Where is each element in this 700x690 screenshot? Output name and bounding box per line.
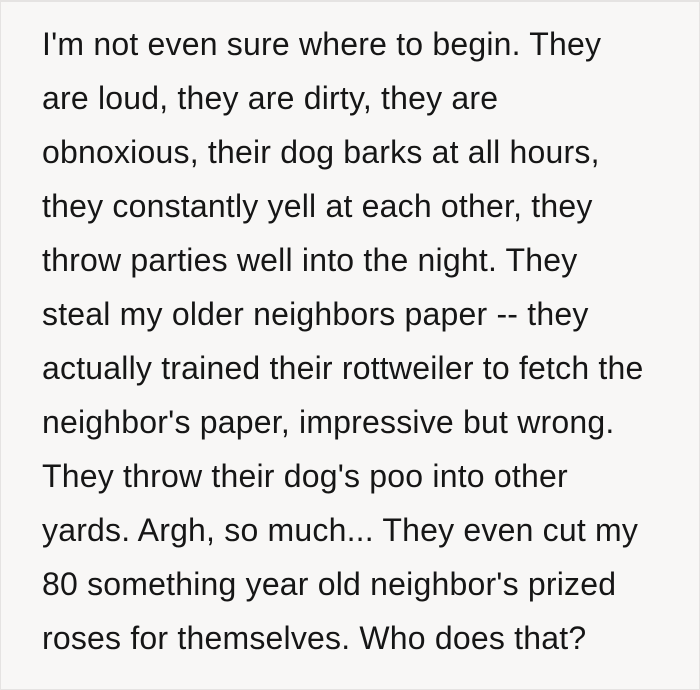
quote-line: yards. Argh, so much... They even cut my [42,512,639,548]
quote-line: They throw their dog's poo into other [42,458,568,494]
quote-line: actually trained their rottweiler to fetch the [42,350,644,386]
quote-line: 80 something year old neighbor's prized [42,566,617,602]
quote-line: steal my older neighbors paper -- they [42,296,589,332]
quote-line: are loud, they are dirty, they are [42,80,499,116]
quote-line: I'm not even sure where to begin. They [42,26,602,62]
quote-line: obnoxious, their dog barks at all hours, [42,134,600,170]
quote-line: roses for themselves. Who does that? [42,620,587,656]
quote-line: neighbor's paper, impressive but wrong. [42,404,615,440]
quote-line: throw parties well into the night. They [42,242,578,278]
quote-line: they constantly yell at each other, they [42,188,593,224]
